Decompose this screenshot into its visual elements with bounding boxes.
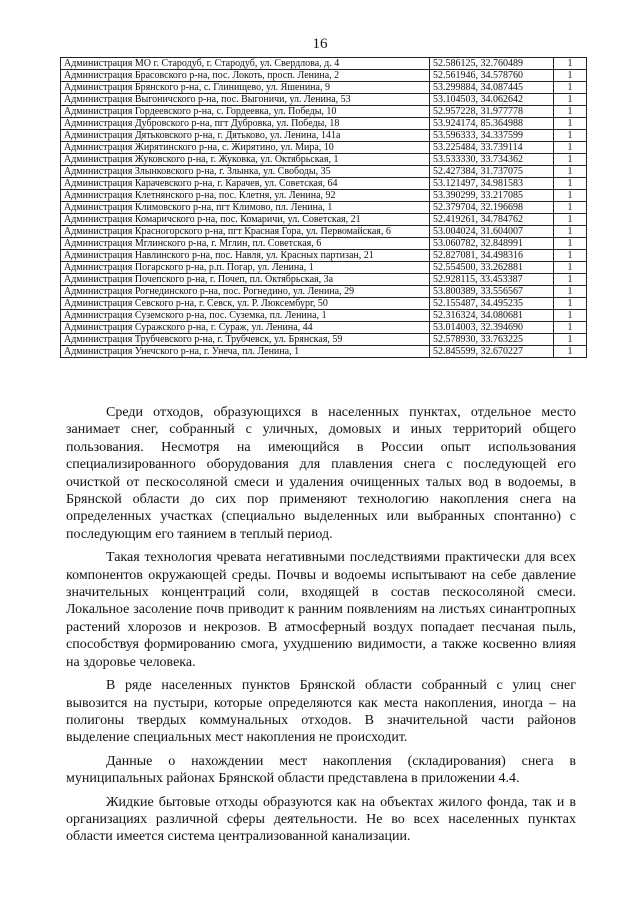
coordinates-cell: 52.561946, 34.578760: [430, 70, 554, 82]
table-row: [61, 142, 587, 154]
table-row: [61, 166, 587, 178]
coordinates-cell: 52.419261, 34.784762: [430, 214, 554, 226]
coordinates-cell: 52.845599, 32.670227: [430, 346, 554, 358]
paragraph: Данные о нахождении мест накопления (складирования) снега в муниципальных районах Брянской области представлена в приложении 4.4.: [66, 753, 576, 787]
admin-name-cell: Администрация Погарского р-на, р.п. Погар, ул. Ленина, 1: [61, 262, 430, 274]
admin-name-cell: Администрация Гордеевского р-на, с. Гордеевка, ул. Победы, 10: [61, 106, 430, 118]
table-row: [61, 106, 587, 118]
paragraph: Среди отходов, образующихся в населенных пунктах, отдельное место занимает снег, собранный с уличных, домовых и иных территорий общего пользования. Несмотря на имеющийся в России опыт использования специализированного оборудования для плавления снега с последующей его очисткой от пескосоляной смеси и удаления очищенных талых вод в водоемы, в Брянской области до сих пор применяют технологию накопления снега на определенных участках (специально выделенных или выбранных спонтанно) с последующим его таянием в теплый период.: [66, 405, 576, 542]
table-row: [61, 214, 587, 226]
admin-name-cell: Администрация Навлинского р-на, пос. Навля, ул. Красных партизан, 21: [61, 250, 430, 262]
count-cell: 1: [554, 214, 587, 226]
admin-name-cell: Администрация Клетнянского р-на, пос. Клетня, ул. Ленина, 92: [61, 190, 430, 202]
table-row: [61, 322, 587, 334]
table-row: [61, 82, 587, 94]
table-row: [61, 226, 587, 238]
count-cell: 1: [554, 334, 587, 346]
admin-name-cell: Администрация МО г. Стародуб, г. Стародуб, ул. Свердлова, д. 4: [61, 58, 430, 70]
coordinates-cell: 52.928115, 33.453387: [430, 274, 554, 286]
count-cell: 1: [554, 298, 587, 310]
count-cell: 1: [554, 178, 587, 190]
count-cell: 1: [554, 118, 587, 130]
coordinates-cell: 53.800389, 33.556567: [430, 286, 554, 298]
admin-name-cell: Администрация Мглинского р-на, г. Мглин, пл. Советская, 6: [61, 238, 430, 250]
coordinates-cell: 53.225484, 33.739114: [430, 142, 554, 154]
coordinates-cell: 53.596333, 34.337599: [430, 130, 554, 142]
coordinates-cell: 52.379704, 32.196698: [430, 202, 554, 214]
admin-name-cell: Администрация Климовского р-на, пгт Климово, пл. Ленина, 1: [61, 202, 430, 214]
count-cell: 1: [554, 70, 587, 82]
count-cell: 1: [554, 262, 587, 274]
coordinates-cell: 53.014003, 32.394690: [430, 322, 554, 334]
table-row: [61, 118, 587, 130]
table-row: [61, 202, 587, 214]
page-number: 16: [312, 36, 328, 52]
count-cell: 1: [554, 238, 587, 250]
coordinates-cell: 52.586125, 32.760489: [430, 58, 554, 70]
administration-table: [60, 57, 587, 358]
count-cell: 1: [554, 274, 587, 286]
table-row: [61, 238, 587, 250]
coordinates-cell: 52.827081, 34.498316: [430, 250, 554, 262]
paragraph: В ряде населенных пунктов Брянской области собранный с улиц снег вывозится на пустыри, которые определяются как места накопления, иногда – на полигоны твердых коммунальных отходов. В значительной части районов выделение специальных мест накопления не происходит.: [66, 678, 576, 746]
coordinates-cell: 52.427384, 31.737075: [430, 166, 554, 178]
coordinates-cell: 53.104503, 34.062642: [430, 94, 554, 106]
count-cell: 1: [554, 142, 587, 154]
admin-name-cell: Администрация Почепского р-на, г. Почеп, пл. Октябрьская, 3а: [61, 274, 430, 286]
table-row: [61, 286, 587, 298]
table-row: [61, 262, 587, 274]
admin-name-cell: Администрация Жуковского р-на, г. Жуковка, ул. Октябрьская, 1: [61, 154, 430, 166]
count-cell: 1: [554, 346, 587, 358]
table-row: [61, 70, 587, 82]
count-cell: 1: [554, 166, 587, 178]
coordinates-cell: 53.004024, 31.604007: [430, 226, 554, 238]
count-cell: 1: [554, 322, 587, 334]
admin-name-cell: Администрация Суражского р-на, г. Сураж, ул. Ленина, 44: [61, 322, 430, 334]
count-cell: 1: [554, 82, 587, 94]
admin-name-cell: Администрация Брянского р-на, с. Глинищево, ул. Яшенина, 9: [61, 82, 430, 94]
coordinates-cell: 53.390299, 33.217085: [430, 190, 554, 202]
table-row: [61, 298, 587, 310]
table-row: [61, 130, 587, 142]
coordinates-cell: 52.957228, 31.977778: [430, 106, 554, 118]
admin-name-cell: Администрация Трубчевского р-на, г. Трубчевск, ул. Брянская, 59: [61, 334, 430, 346]
admin-name-cell: Администрация Комаричского р-на, пос. Комаричи, ул. Советская, 21: [61, 214, 430, 226]
admin-name-cell: Администрация Севского р-на, г. Севск, ул. Р. Люксембург, 50: [61, 298, 430, 310]
admin-name-cell: Администрация Дятьковского р-на, г. Дятьково, ул. Ленина, 141а: [61, 130, 430, 142]
coordinates-cell: 53.924174, 85.364988: [430, 118, 554, 130]
admin-name-cell: Администрация Суземского р-на, пос. Суземка, пл. Ленина, 1: [61, 310, 430, 322]
coordinates-cell: 53.121497, 34.981583: [430, 178, 554, 190]
coordinates-cell: 53.060782, 32.848991: [430, 238, 554, 250]
count-cell: 1: [554, 130, 587, 142]
coordinates-cell: 53.533330, 33.734362: [430, 154, 554, 166]
table-row: [61, 190, 587, 202]
table-row: [61, 58, 587, 70]
count-cell: 1: [554, 94, 587, 106]
admin-name-cell: Администрация Красногорского р-на, пгт Красная Гора, ул. Первомайская, 6: [61, 226, 430, 238]
table-row: [61, 94, 587, 106]
coordinates-cell: 52.316324, 34.080681: [430, 310, 554, 322]
admin-name-cell: Администрация Жирятинского р-на, с. Жирятино, ул. Мира, 10: [61, 142, 430, 154]
paragraph: Жидкие бытовые отходы образуются как на объектах жилого фонда, так и в организациях различной сферы деятельности. Не во всех населенных пунктах области имеется система централизованной канализации.: [66, 794, 576, 845]
admin-name-cell: Администрация Рогнединского р-на, пос. Рогнедино, ул. Ленина, 29: [61, 286, 430, 298]
admin-name-cell: Администрация Дубровского р-на, пгт Дубровка, ул. Победы, 18: [61, 118, 430, 130]
body-text: [66, 404, 576, 846]
admin-name-cell: Администрация Унечского р-на, г. Унеча, пл. Ленина, 1: [61, 346, 430, 358]
table-row: [61, 274, 587, 286]
count-cell: 1: [554, 202, 587, 214]
table-row: [61, 250, 587, 262]
count-cell: 1: [554, 58, 587, 70]
admin-name-cell: Администрация Брасовского р-на, пос. Локоть, просп. Ленина, 2: [61, 70, 430, 82]
admin-name-cell: Администрация Злынковского р-на, г. Злынка, ул. Свободы, 35: [61, 166, 430, 178]
coordinates-cell: 52.578930, 33.763225: [430, 334, 554, 346]
table-row: [61, 334, 587, 346]
count-cell: 1: [554, 226, 587, 238]
count-cell: 1: [554, 154, 587, 166]
coordinates-cell: 52.554500, 33.262881: [430, 262, 554, 274]
count-cell: 1: [554, 190, 587, 202]
table-row: [61, 346, 587, 358]
count-cell: 1: [554, 286, 587, 298]
count-cell: 1: [554, 106, 587, 118]
count-cell: 1: [554, 250, 587, 262]
table-row: [61, 154, 587, 166]
count-cell: 1: [554, 310, 587, 322]
table-row: [61, 310, 587, 322]
admin-name-cell: Администрация Выгоничского р-на, пос. Выгоничи, ул. Ленина, 53: [61, 94, 430, 106]
table-body: [61, 58, 587, 358]
table-row: [61, 178, 587, 190]
paragraph: Такая технология чревата негативными последствиями практически для всех компонентов окружающей среды. Почвы и водоемы испытывают на себе давление значительных концентраций соли, входящей в состав пескосоляной смеси. Локальное засоление почв приводит к ранним появлениям на листьях синантропных растений хлорозов и некрозов. В атмосферный воздух попадает песчаная пыль, способствуя формированию смога, ухудшению видимости, а также косвенно влияя на здоровье человека.: [66, 550, 576, 670]
admin-name-cell: Администрация Карачевского р-на, г. Карачев, ул. Советская, 64: [61, 178, 430, 190]
coordinates-cell: 53.299884, 34.087445: [430, 82, 554, 94]
coordinates-cell: 52.155487, 34.495235: [430, 298, 554, 310]
